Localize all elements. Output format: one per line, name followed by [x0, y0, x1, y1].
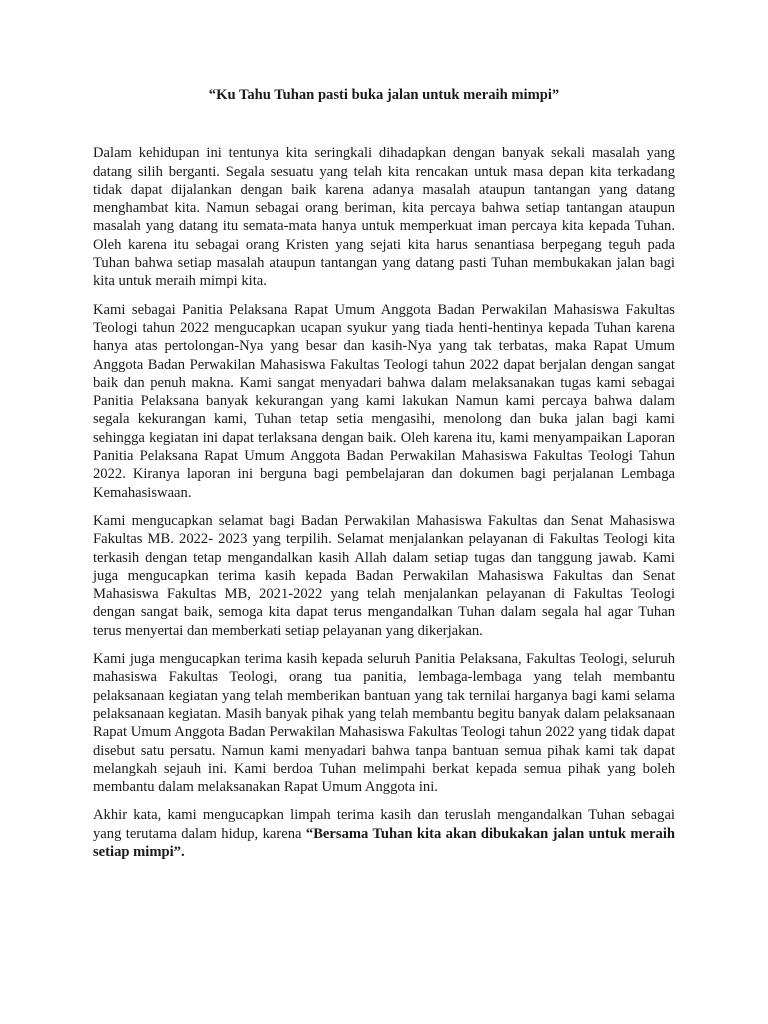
paragraph-3: Kami mengucapkan selamat bagi Badan Perwakilan Mahasiswa Fakultas dan Senat Mahasiswa Fakultas MB. 2022- 2023 yang terpilih. Selamat menjalankan pelayanan di Fakultas Teologi kita terkasih dengan tetap mengandalkan kasih Allah dalam setiap tugas dan tanggung jawab. Kami juga mengucapkan terima kasih kepada Badan Perwakilan Mahasiswa Fakultas dan Senat Mahasiswa Fakultas MB, 2021-2022 yang telah menjalankan pelayanan di Fakultas Teologi dengan sangat baik, semoga kita dapat terus mengandalkan Tuhan dalam segala hal agar Tuhan terus menyertai dan memberkati setiap pelayanan yang dikerjakan. [93, 512, 675, 639]
paragraph-2: Kami sebagai Panitia Pelaksana Rapat Umum Anggota Badan Perwakilan Mahasiswa Fakultas Teologi tahun 2022 mengucapkan ucapan syukur yang tiada henti-hentinya kepada Tuhan karena hanya atas pertolongan-Nya yang besar dan kasih-Nya yang tak terbatas, maka Rapat Umum Anggota Badan Perwakilan Mahasiswa Fakultas Teologi tahun 2022 dapat berjalan dengan sangat baik dan penuh makna. Kami sangat menyadari bahwa dalam melaksanakan tugas kami sebagai Panitia Pelaksana banyak kekurangan yang kami lakukan Namun kami percaya bahwa dalam segala kekurangan kami, Tuhan tetap setia mengasihi, menolong dan buka jalan bagi kami sehingga kegiatan ini dapat terlaksana dengan baik. Oleh karena itu, kami menyampaikan Laporan Panitia Pelaksana Rapat Umum Anggota Badan Perwakilan Mahasiswa Fakultas Teologi Tahun 2022. Kiranya laporan ini berguna bagi pembelajaran dan dokumen bagi perjalanan Lembaga Kemahasiswaan. [93, 301, 675, 501]
closing-paragraph [93, 806, 675, 861]
document-page [93, 86, 675, 871]
paragraph-4: Kami juga mengucapkan terima kasih kepada seluruh Panitia Pelaksana, Fakultas Teologi, seluruh mahasiswa Fakultas Teologi, orang tua panitia, lembaga-lembaga yang telah membantu pelaksanaan kegiatan yang telah memberikan bantuan yang tak ternilai harganya bagi kami selama pelaksanaan kegiatan. Masih banyak pihak yang telah membantu begitu banyak dalam pelaksanaan Rapat Umum Anggota Badan Perwakilan Mahasiswa Fakultas Teologi tahun 2022 yang tidak dapat disebut satu persatu. Namun kami menyadari bahwa tanpa bantuan semua pihak kami tak dapat melangkah sejauh ini. Kami berdoa Tuhan melimpahi berkat kepada semua pihak yang boleh membantu dalam melaksanakan Rapat Umum Anggota ini. [93, 651, 675, 796]
closing-lead-text: Akhir kata, kami mengucapkan limpah terima kasih dan teruslah mengandalkan Tuhan sebagai yang terutama dalam hidup, karena [93, 807, 675, 842]
closing-emphasis-text: “Bersama Tuhan kita akan dibukakan jalan untuk meraih setiap mimpi”. [93, 825, 675, 860]
document-title: “Ku Tahu Tuhan pasti buka jalan untuk meraih mimpi” [208, 87, 560, 103]
paragraph-1: Dalam kehidupan ini tentunya kita seringkali dihadapkan dengan banyak sekali masalah yang datang silih berganti. Segala sesuatu yang telah kita rencakan untuk masa depan kita terkadang tidak dapat dijalankan dengan baik karena adanya masalah ataupun tantangan yang datang menghambat kita. Namun sebagai orang beriman, kita percaya bahwa setiap tantangan ataupun masalah yang datang itu semata-mata hanya untuk memperkuat iman percaya kita kepada Tuhan. Oleh karena itu sebagai orang Kristen yang sejati kita harus senantiasa berpegang teguh pada Tuhan bahwa setiap masalah ataupun tantangan yang datang pasti Tuhan membukakan jalan bagi kita untuk meraih mimpi kita. [93, 145, 675, 290]
